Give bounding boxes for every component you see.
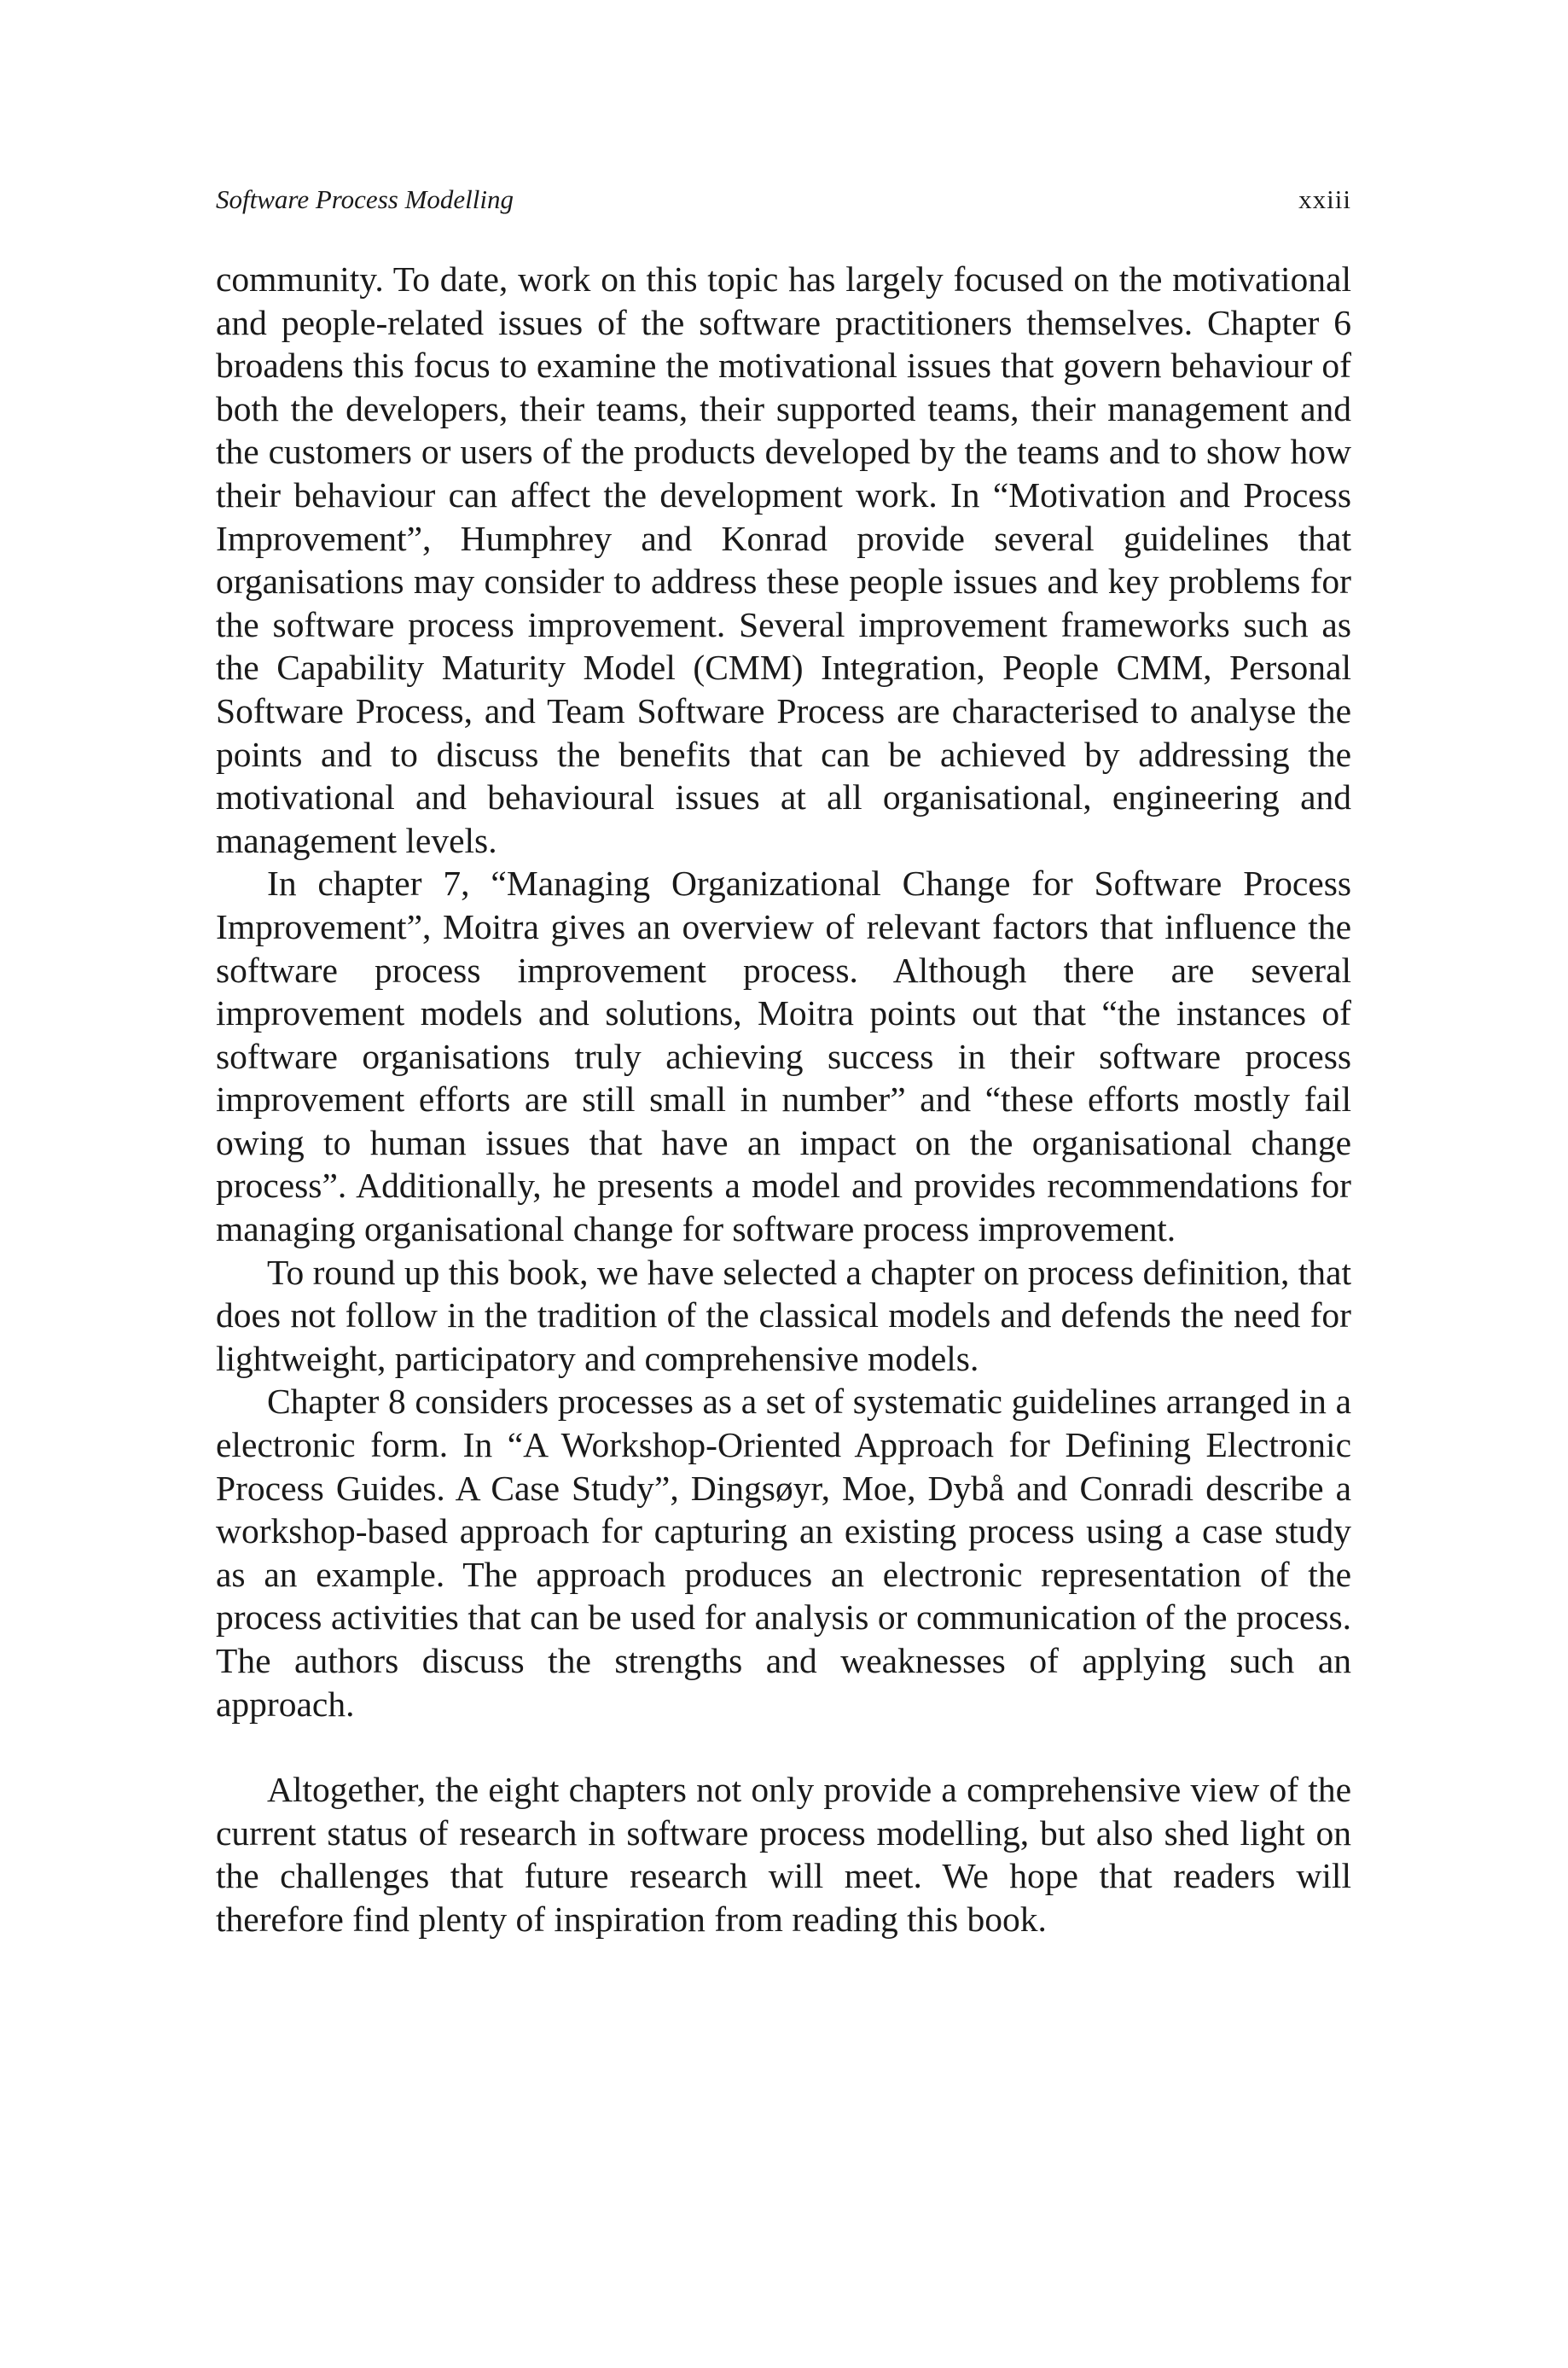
- running-header: [216, 181, 1351, 218]
- paragraph-conclusion: Altogether, the eight chapters not only provide a comprehensive view of the current status of research in software process modelling, but also shed light on the challenges that future research will meet. We hope that readers will therefore find plenty of inspiration from reading this book.: [216, 1770, 1351, 1939]
- paragraph-chapter-8: Chapter 8 considers processes as a set of systematic guidelines arranged in a electronic form. In “A Workshop-Oriented Approach for Defining Electronic Process Guides. A Case Study”, Dingsøyr, Moe, Dybå and Conradi describe a workshop-based approach for capturing an existing process using a case study as an example. The approach produces an electronic representation of the process activities that can be used for analysis or communication of the process. The authors discuss the strengths and weaknesses of applying such an approach.: [216, 1382, 1351, 1724]
- paragraph-continued: community. To date, work on this topic has largely focused on the motivational and people-related issues of the software practitioners themselves. Chapter 6 broadens this focus to examine the motivational issues that govern behaviour of both the developers, their teams, their supported teams, their management and the customers or users of the products developed by the teams and to show how their behaviour can affect the development work. In “Motivation and Process Improvement”, Humphrey and Konrad provide several guidelines that organisations may consider to address these people issues and key problems for the software process improvement. Several improvement frameworks such as the Capability Maturity Model (CMM) Integration, People CMM, Personal Software Process, and Team Software Process are characterised to analyse the points and to discuss the benefits that can be achieved by addressing the motivational and behavioural issues at all organisational, engineering and management levels.: [216, 259, 1351, 860]
- paragraph-round-up: To round up this book, we have selected a chapter on process definition, that does not follow in the tradition of the classical models and defends the need for lightweight, participatory and comprehensive models.: [216, 1252, 1351, 1378]
- running-title: Software Process Modelling: [216, 184, 514, 214]
- page-number: xxiii: [1298, 184, 1351, 214]
- paragraph-chapter-7: In chapter 7, “Managing Organizational Change for Software Process Improvement”, Moitra gives an overview of relevant factors that influence the software process improvement process. Although there are several improvement models and solutions, Moitra points out that “the instances of software organisations truly achieving success in their software process improvement efforts are still small in number” and “these efforts mostly fail owing to human issues that have an impact on the organisational change process”. Additionally, he presents a model and provides recommendations for managing organisational change for software process improvement.: [216, 864, 1351, 1249]
- body-text: [216, 258, 1351, 1941]
